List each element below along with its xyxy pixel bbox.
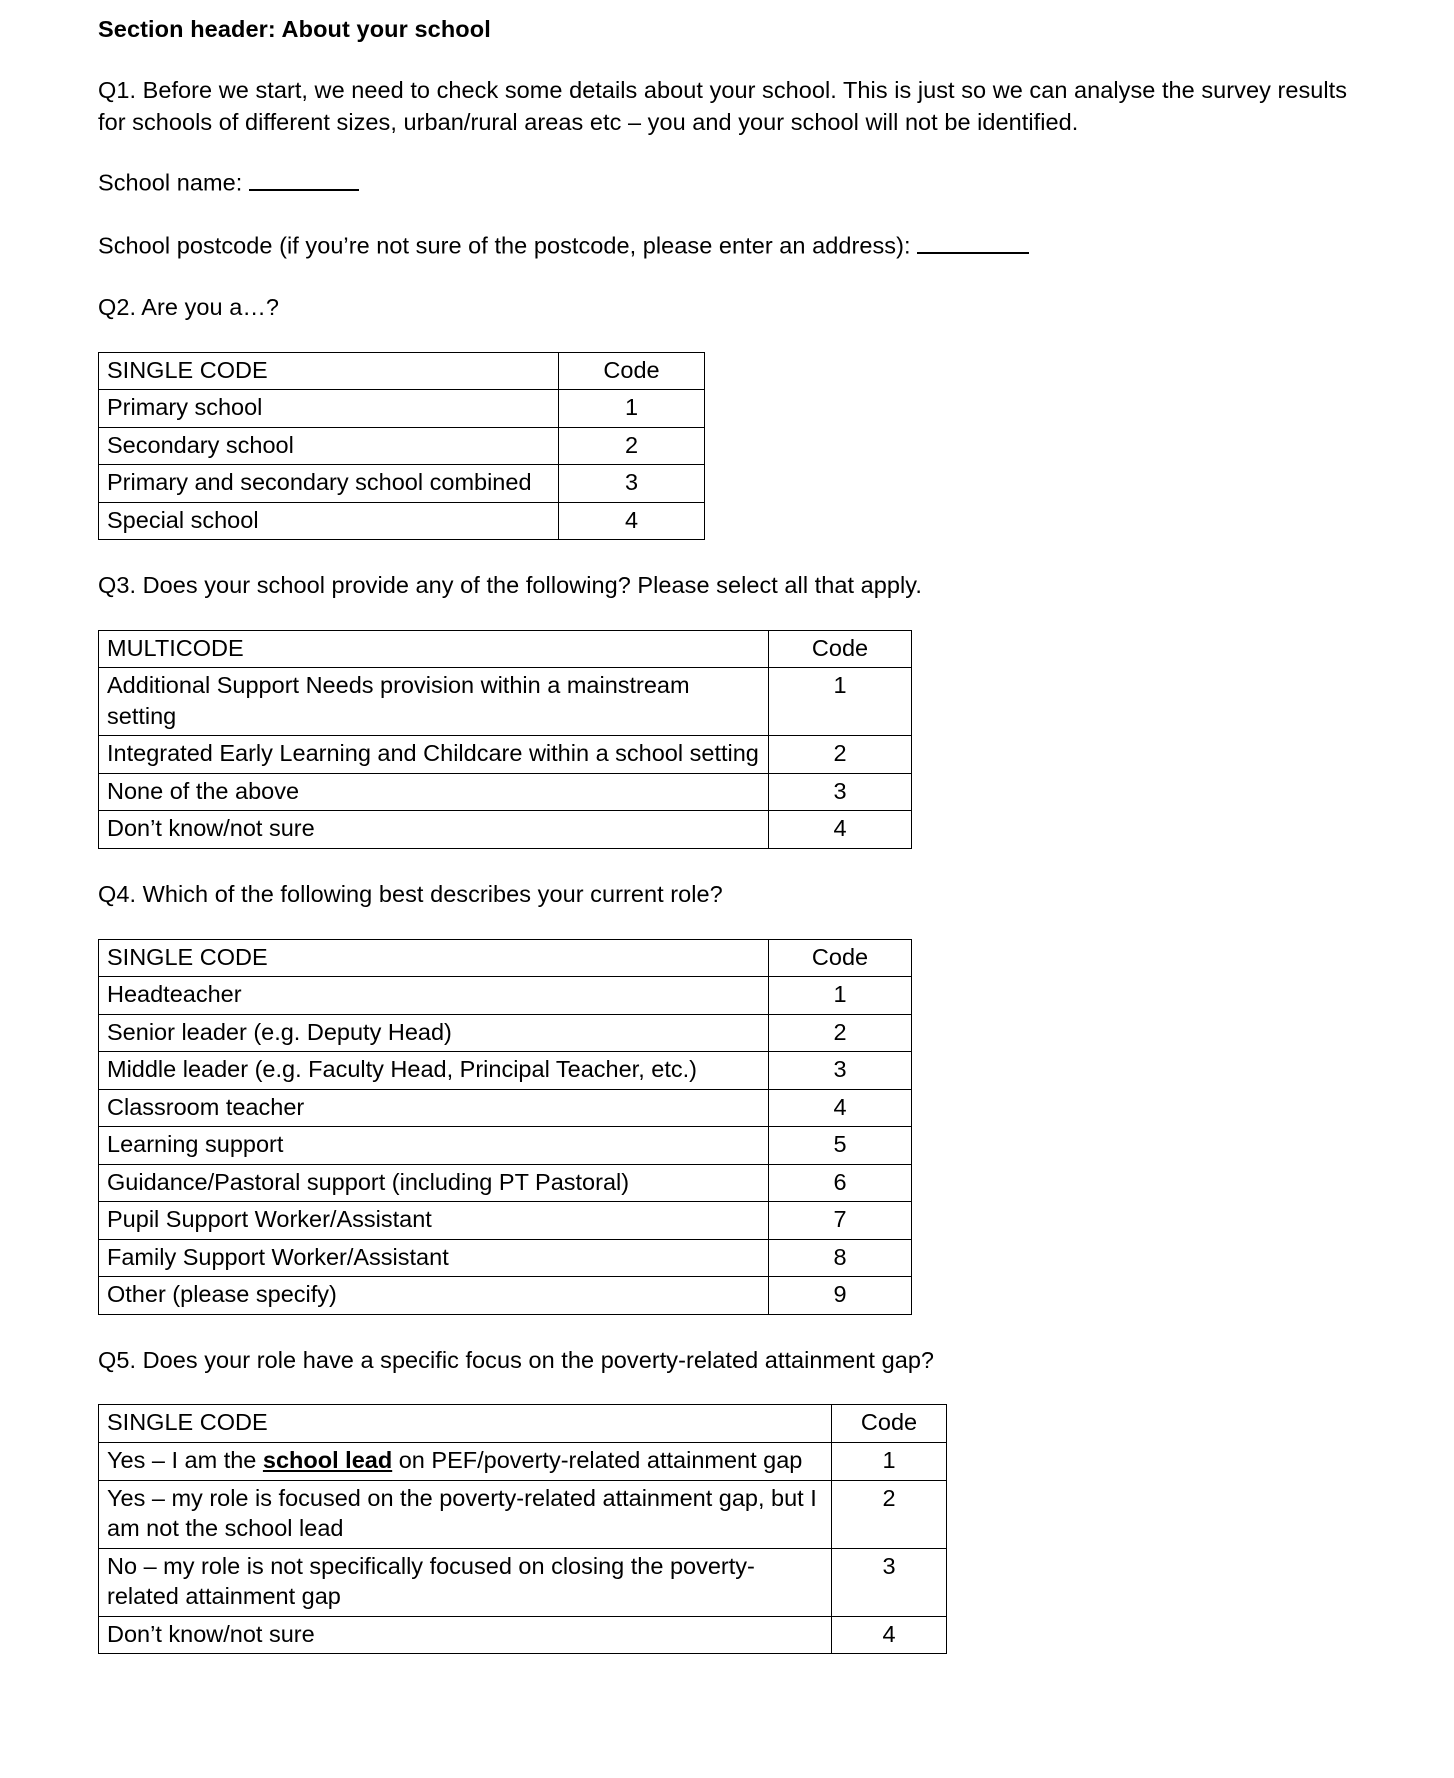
table-row[interactable] — [99, 1052, 912, 1090]
q1-school-postcode-field — [98, 229, 1356, 262]
table-row[interactable] — [99, 465, 705, 503]
q3-question-text: Q3. Does your school provide any of the following? Please select all that apply. — [98, 572, 922, 599]
q4-option-label: Senior leader (e.g. Deputy Head) — [99, 1014, 769, 1052]
q4-option-code: 3 — [769, 1052, 912, 1090]
q3-code-table — [98, 630, 912, 849]
q2-option-code: 2 — [559, 427, 705, 465]
q2-option-code: 4 — [559, 502, 705, 540]
q2-option-label: Primary school — [99, 390, 559, 428]
q2-question-text: Q2. Are you a…? — [98, 294, 280, 321]
q3-option-label: Don’t know/not sure — [99, 811, 769, 849]
q5-option-code: 2 — [832, 1480, 947, 1548]
q4-option-code: 9 — [769, 1277, 912, 1315]
school-postcode-label: School postcode (if you’re not sure of the postcode, please enter an address): — [98, 232, 911, 259]
q5-option-label: Yes – my role is focused on the poverty-related attainment gap, but I am not the school lead — [99, 1480, 832, 1548]
q2-option-label: Primary and secondary school combined — [99, 465, 559, 503]
table-row[interactable] — [99, 1480, 947, 1548]
table-row[interactable] — [99, 1548, 947, 1616]
q4-option-code: 2 — [769, 1014, 912, 1052]
table-row[interactable] — [99, 977, 912, 1015]
q3-option-code: 1 — [769, 668, 912, 736]
q5-option-label-emphasis: school lead — [262, 1447, 393, 1474]
q5-option-label: No – my role is not specifically focused on closing the poverty-related attainment gap — [99, 1548, 832, 1616]
table-row[interactable] — [99, 1014, 912, 1052]
q4-option-code: 1 — [769, 977, 912, 1015]
q5-question-text: Q5. Does your role have a specific focus on the poverty-related attainment gap? — [98, 1346, 935, 1373]
q5-option-label — [99, 1443, 832, 1481]
q4-option-label: Guidance/Pastoral support (including PT Pastoral) — [99, 1164, 769, 1202]
q3-option-label: Integrated Early Learning and Childcare within a school setting — [99, 736, 769, 774]
table-header-row — [99, 1405, 947, 1443]
table-row[interactable] — [99, 1616, 947, 1654]
q4-option-code: 8 — [769, 1239, 912, 1277]
table-row[interactable] — [99, 1127, 912, 1165]
q1-question-text: Q1. Before we start, we need to check some details about your school. This is just so we can analyse the survey results for schools of different sizes, urban/rural areas etc – you and your school will not be identified. — [98, 77, 1348, 135]
q3-option-code: 3 — [769, 773, 912, 811]
q4-option-label: Classroom teacher — [99, 1089, 769, 1127]
table-row[interactable] — [99, 1089, 912, 1127]
table-row[interactable] — [99, 1443, 947, 1481]
q3-option-code: 4 — [769, 811, 912, 849]
q2-option-code: 1 — [559, 390, 705, 428]
q4-code-header: Code — [769, 939, 912, 977]
q1-school-name-field — [98, 166, 1356, 199]
table-row[interactable] — [99, 1164, 912, 1202]
table-row[interactable] — [99, 502, 705, 540]
table-row[interactable] — [99, 811, 912, 849]
q2-option-code: 3 — [559, 465, 705, 503]
q3-code-header: Code — [769, 630, 912, 668]
q5-option-label-before: Yes – I am the — [107, 1447, 263, 1474]
q5-option-code: 3 — [832, 1548, 947, 1616]
q2-option-label: Secondary school — [99, 427, 559, 465]
q2-option-label: Special school — [99, 502, 559, 540]
q4-option-code: 5 — [769, 1127, 912, 1165]
q4-option-label: Other (please specify) — [99, 1277, 769, 1315]
q4-option-label: Pupil Support Worker/Assistant — [99, 1202, 769, 1240]
table-header-row — [99, 630, 912, 668]
q4-option-label: Learning support — [99, 1127, 769, 1165]
table-row[interactable] — [99, 1239, 912, 1277]
table-row[interactable] — [99, 1277, 912, 1315]
q5-option-code: 4 — [832, 1616, 947, 1654]
school-postcode-input[interactable] — [917, 229, 1029, 253]
q4-option-label: Middle leader (e.g. Faculty Head, Principal Teacher, etc.) — [99, 1052, 769, 1090]
table-row[interactable] — [99, 736, 912, 774]
q4-option-code: 7 — [769, 1202, 912, 1240]
q2-code-header: Code — [559, 352, 705, 390]
q5-option-label-after: on PEF/poverty-related attainment gap — [392, 1447, 803, 1474]
q3-option-label: Additional Support Needs provision within a mainstream setting — [99, 668, 769, 736]
q5-type-label: SINGLE CODE — [99, 1405, 832, 1443]
q2-code-table — [98, 352, 705, 541]
table-row[interactable] — [99, 390, 705, 428]
q3-option-label: None of the above — [99, 773, 769, 811]
q4-code-table — [98, 939, 912, 1315]
table-row[interactable] — [99, 668, 912, 736]
q5-code-table — [98, 1404, 947, 1654]
q5-option-label: Don’t know/not sure — [99, 1616, 832, 1654]
q4-type-label: SINGLE CODE — [99, 939, 769, 977]
table-row[interactable] — [99, 1202, 912, 1240]
table-header-row — [99, 939, 912, 977]
q4-option-code: 6 — [769, 1164, 912, 1202]
q3-type-label: MULTICODE — [99, 630, 769, 668]
section-header: Section header: About your school — [98, 16, 491, 42]
q5-option-code: 1 — [832, 1443, 947, 1481]
school-name-input[interactable] — [249, 166, 359, 190]
q2-type-label: SINGLE CODE — [99, 352, 559, 390]
q4-option-label: Headteacher — [99, 977, 769, 1015]
q4-option-label: Family Support Worker/Assistant — [99, 1239, 769, 1277]
q5-code-header: Code — [832, 1405, 947, 1443]
q4-question-text: Q4. Which of the following best describes your current role? — [98, 881, 723, 908]
school-name-label: School name: — [98, 169, 243, 196]
table-header-row — [99, 352, 705, 390]
q3-option-code: 2 — [769, 736, 912, 774]
table-row[interactable] — [99, 773, 912, 811]
q4-option-code: 4 — [769, 1089, 912, 1127]
table-row[interactable] — [99, 427, 705, 465]
